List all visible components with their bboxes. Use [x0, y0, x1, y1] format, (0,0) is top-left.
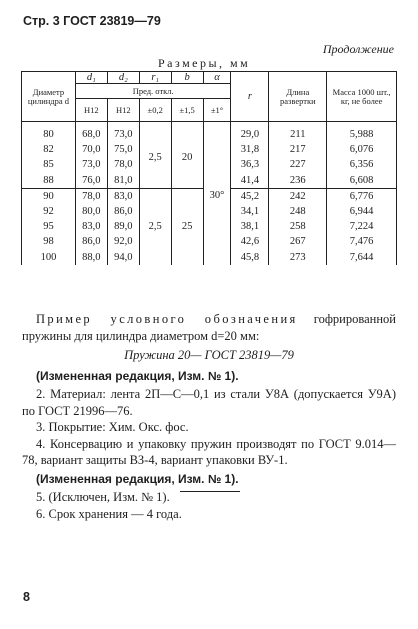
header-d2: d₂: [107, 72, 139, 84]
cell-diameter: 92: [22, 204, 76, 219]
header-d1: d₁: [75, 72, 107, 84]
cell-length: 236: [269, 173, 327, 189]
item-3-coating: 3. Покрытие: Хим. Окс. фос.: [36, 420, 189, 434]
cell-d1: 70,0: [75, 142, 107, 157]
cell-length: 217: [269, 142, 327, 157]
cell-d1: 80,0: [75, 204, 107, 219]
cell-d1: 83,0: [75, 219, 107, 234]
cell-r: 41,4: [231, 173, 269, 189]
cell-length: 267: [269, 234, 327, 249]
cell-diameter: 88: [22, 173, 76, 189]
cell-r: 31,8: [231, 142, 269, 157]
cell-diameter: 90: [22, 188, 76, 204]
cell-d1: 76,0: [75, 173, 107, 189]
revision-note-1: (Измененная редакция, Изм. № 1).: [36, 368, 239, 383]
cell-r: 45,8: [231, 250, 269, 265]
page-header: Стр. 3 ГОСТ 23819—79: [23, 14, 161, 28]
table-caption: Размеры, мм: [158, 56, 251, 70]
item-6-storage: 6. Срок хранения — 4 года.: [36, 506, 182, 521]
cell-mass: 7,476: [327, 234, 397, 249]
header-diameter: Диаметр цилиндра d: [22, 72, 76, 122]
cell-d2: 81,0: [107, 173, 139, 189]
cell-length: 273: [269, 250, 327, 265]
cell-d2: 86,0: [107, 204, 139, 219]
item-5-excluded: 5. (Исключен, Изм. № 1).: [36, 490, 170, 504]
cell-b-group1: 20: [171, 127, 203, 188]
cell-length: 248: [269, 204, 327, 219]
item-2-material: 2. Материал: лента 2П—С—0,1 из стали У8А (допускается У9А) по ГОСТ 21996—76.: [22, 387, 396, 418]
cell-mass: 6,608: [327, 173, 397, 189]
cell-r: 45,2: [231, 188, 269, 204]
tolerance-d2: H12: [107, 99, 139, 122]
cell-diameter: 98: [22, 234, 76, 249]
cell-r: 36,3: [231, 157, 269, 172]
cell-d2: 78,0: [107, 157, 139, 172]
cell-r1-group2: 2,5: [139, 188, 171, 264]
cell-d2: 75,0: [107, 142, 139, 157]
cell-r: 38,1: [231, 219, 269, 234]
header-r1: r₁: [139, 72, 171, 84]
continuation-label: Продолжение: [322, 42, 394, 56]
example-designation: Пружина 20— ГОСТ 23819—79: [124, 348, 294, 362]
cell-mass: 7,224: [327, 219, 397, 234]
header-b: b: [171, 72, 203, 84]
cell-diameter: 82: [22, 142, 76, 157]
cell-d2: 73,0: [107, 127, 139, 142]
cell-mass: 6,944: [327, 204, 397, 219]
cell-d1: 86,0: [75, 234, 107, 249]
cell-mass: 6,356: [327, 157, 397, 172]
cell-diameter: 80: [22, 127, 76, 142]
cell-d1: 78,0: [75, 188, 107, 204]
item-4-packaging: 4. Консервацию и упаковку пружин производят по ГОСТ 9.014—78, вариант защиты ВЗ-4, вариант упаковки ВУ-1.: [22, 436, 396, 467]
example-paragraph: [22, 311, 396, 344]
cell-diameter: 95: [22, 219, 76, 234]
example-lead: Пример условного обозначения: [36, 312, 298, 326]
cell-r: 34,1: [231, 204, 269, 219]
cell-b-group2: 25: [171, 188, 203, 264]
cell-alpha: 30°: [203, 127, 231, 265]
cell-diameter: 100: [22, 250, 76, 265]
header-length: Длина развертки: [269, 72, 327, 122]
header-tolerance: Пред. откл.: [75, 84, 231, 99]
header-r: r: [231, 72, 269, 122]
cell-mass: 7,644: [327, 250, 397, 265]
cell-length: 211: [269, 127, 327, 142]
cell-d1: 88,0: [75, 250, 107, 265]
cell-r1-group1: 2,5: [139, 127, 171, 188]
cell-d2: 83,0: [107, 188, 139, 204]
cell-length: 227: [269, 157, 327, 172]
tolerance-alpha: ±1°: [203, 99, 231, 122]
cell-mass: 6,076: [327, 142, 397, 157]
cell-d2: 92,0: [107, 234, 139, 249]
tolerance-d1: H12: [75, 99, 107, 122]
header-mass: Масса 1000 шт., кг, не более: [327, 72, 397, 122]
table-row: [22, 127, 397, 142]
cell-r: 42,6: [231, 234, 269, 249]
cell-d1: 68,0: [75, 127, 107, 142]
tolerance-r1: ±0,2: [139, 99, 171, 122]
cell-d1: 73,0: [75, 157, 107, 172]
tolerance-b: ±1,5: [171, 99, 203, 122]
cell-length: 258: [269, 219, 327, 234]
cell-length: 242: [269, 188, 327, 204]
page-number: 8: [23, 590, 30, 604]
cell-d2: 89,0: [107, 219, 139, 234]
example-rest: гофрированной пружины для цилиндра диаметром d=20 мм:: [22, 312, 396, 343]
end-rule: [180, 491, 240, 492]
revision-note-2: (Измененная редакция, Изм. № 1).: [36, 471, 239, 486]
cell-mass: 5,988: [327, 127, 397, 142]
cell-diameter: 85: [22, 157, 76, 172]
cell-r: 29,0: [231, 127, 269, 142]
cell-mass: 6,776: [327, 188, 397, 204]
header-alpha: α: [203, 72, 231, 84]
cell-d2: 94,0: [107, 250, 139, 265]
dimensions-table: [21, 71, 397, 265]
